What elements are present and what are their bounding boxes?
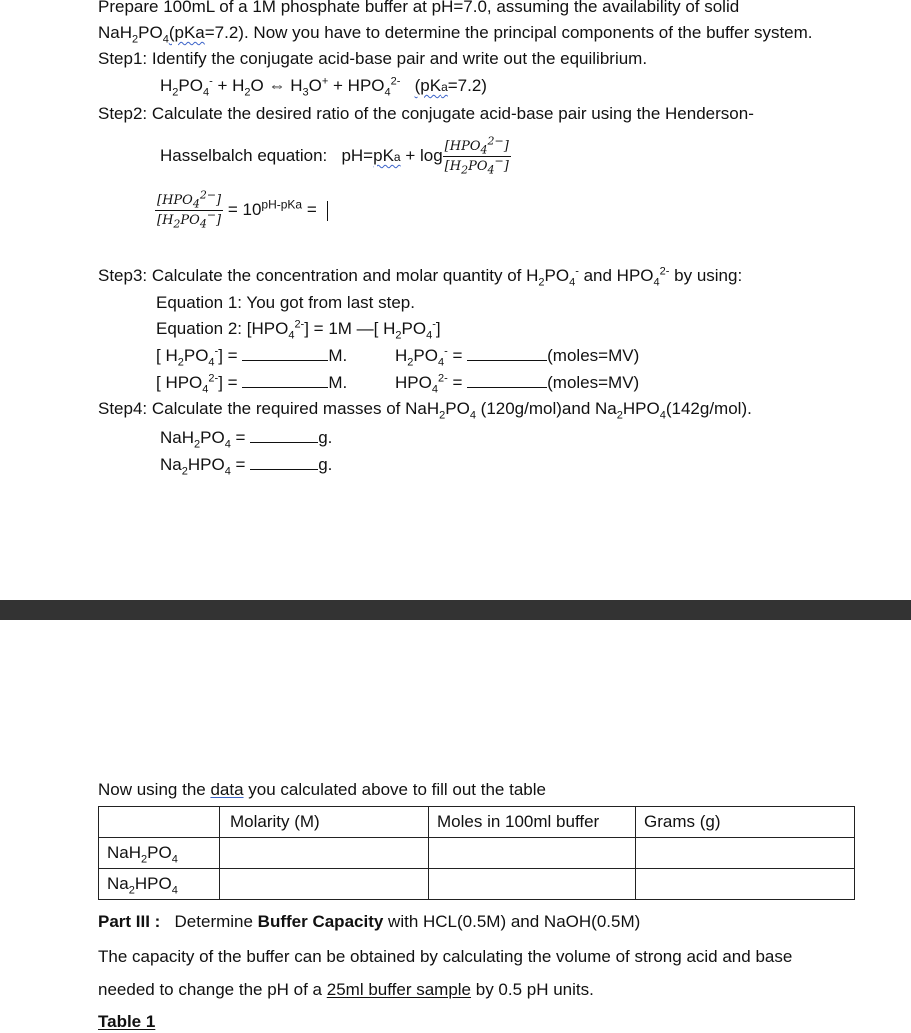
- part3-para-line2: needed to change the pH of a 25ml buffer sample by 0.5 pH units.: [98, 980, 594, 999]
- blank-hpo4-moles[interactable]: [467, 373, 547, 388]
- part3-heading: Part III : Determine Buffer Capacity with HCL(0.5M) and NaOH(0.5M): [98, 912, 641, 931]
- cell-nah2po4-grams[interactable]: [636, 838, 855, 869]
- page-separator: [0, 600, 911, 620]
- step4-line1: $NaH_2PO_4 = g$.: [160, 428, 333, 451]
- hh-equation: Hasselbalch equation: pH=pKa + log $\frac{[HPO_4^{2-}]}{[H_2PO_4^-]}$: [160, 134, 509, 177]
- header-grams: Grams (g): [636, 807, 855, 838]
- intro-line-1: Prepare 100mL of a 1M phosphate buffer at pH=7.0, assuming the availability of solid: [98, 0, 740, 16]
- row-label-na2hpo4: $Na_2HPO_4$: [99, 869, 220, 900]
- row-label-nah2po4: $NaH_2PO_4$: [99, 838, 220, 869]
- step3-title: Step3: Calculate the concentration and molar quantity of $H_2PO_4^-$ and $HPO_4^{2-}$ by using:: [98, 265, 743, 289]
- hh-fraction: $\frac{[HPO_4^{2-}]}{[H_2PO_4^-]}$: [444, 134, 509, 177]
- table-intro: Now using the data you calculated above to fill out the table: [98, 780, 546, 799]
- cell-nah2po4-moles[interactable]: [429, 838, 636, 869]
- header-cell: [99, 807, 220, 838]
- part3-para-line1: The capacity of the buffer can be obtained by calculating the volume of strong acid and base: [98, 947, 793, 966]
- ratio-fraction: $\frac{[HPO_4^{2-}]}{[H_2PO_4^-]}$: [157, 188, 222, 231]
- cell-na2hpo4-molarity[interactable]: [220, 869, 429, 900]
- step3-row2: [ $HPO_4^{2-}] = M$.: [156, 372, 348, 396]
- header-moles: Moles in 100ml buffer: [429, 807, 636, 838]
- step1-title: Step1: Identify the conjugate acid-base pair and write out the equilibrium.: [98, 49, 648, 68]
- blank-hpo4-conc[interactable]: [242, 373, 328, 388]
- table-row: [99, 838, 855, 869]
- cell-nah2po4-molarity[interactable]: [220, 838, 429, 869]
- blank-h2po4-moles[interactable]: [467, 346, 547, 361]
- equilibrium-arrow-icon: ⇔: [268, 76, 286, 95]
- cell-na2hpo4-moles[interactable]: [429, 869, 636, 900]
- table-row: [99, 869, 855, 900]
- step1-equation: $H_2PO_4^- + H_2O$ ⇔ $H_3O^+ + HPO_4^{2-}$ (pKa=7.2): [160, 75, 487, 99]
- blank-na2hpo4-mass[interactable]: [250, 455, 318, 470]
- blank-nah2po4-mass[interactable]: [250, 428, 318, 443]
- blank-h2po4-conc[interactable]: [242, 346, 328, 361]
- text-cursor[interactable]: [327, 201, 328, 221]
- step4-title: Step4: Calculate the required masses of $NaH_2PO_4$ (120g/mol)and $Na_2HPO_4(142g/mol)$.: [98, 399, 752, 422]
- step4-line2: $Na_2HPO_4 = g$.: [160, 455, 333, 478]
- step2-title: Step2: Calculate the desired ratio of the conjugate acid-base pair using the Henderson-: [98, 104, 754, 123]
- step3-row1-right: $H_2PO_4^-$ = (moles=MV): [395, 345, 640, 369]
- step3-eq1: Equation 1: You got from last step.: [156, 293, 415, 312]
- step3-row1: [ $H_2PO_4^-] = M$.: [156, 345, 348, 369]
- cell-na2hpo4-grams[interactable]: [636, 869, 855, 900]
- table-header-row: [99, 807, 855, 838]
- intro-line-2: $NaH_2PO_4(pKa=7.2)$. Now you have to determine the principal components of the buffer system.: [98, 23, 813, 46]
- results-table: [98, 806, 855, 900]
- step3-eq2: Equation 2: $[HPO_4^{2-}] = 1M$ —[ $H_2PO_4^-$]: [156, 318, 441, 342]
- table1-label: Table 1: [98, 1012, 156, 1031]
- header-molarity: Molarity (M): [220, 807, 429, 838]
- ratio-equation: $\frac{[HPO_4^{2-}]}{[H_2PO_4^-]}$ = $10^{pH-pKa}$ =: [155, 190, 328, 230]
- step3-row2-right: $HPO_4^{2-}$ = (moles=MV): [395, 372, 640, 396]
